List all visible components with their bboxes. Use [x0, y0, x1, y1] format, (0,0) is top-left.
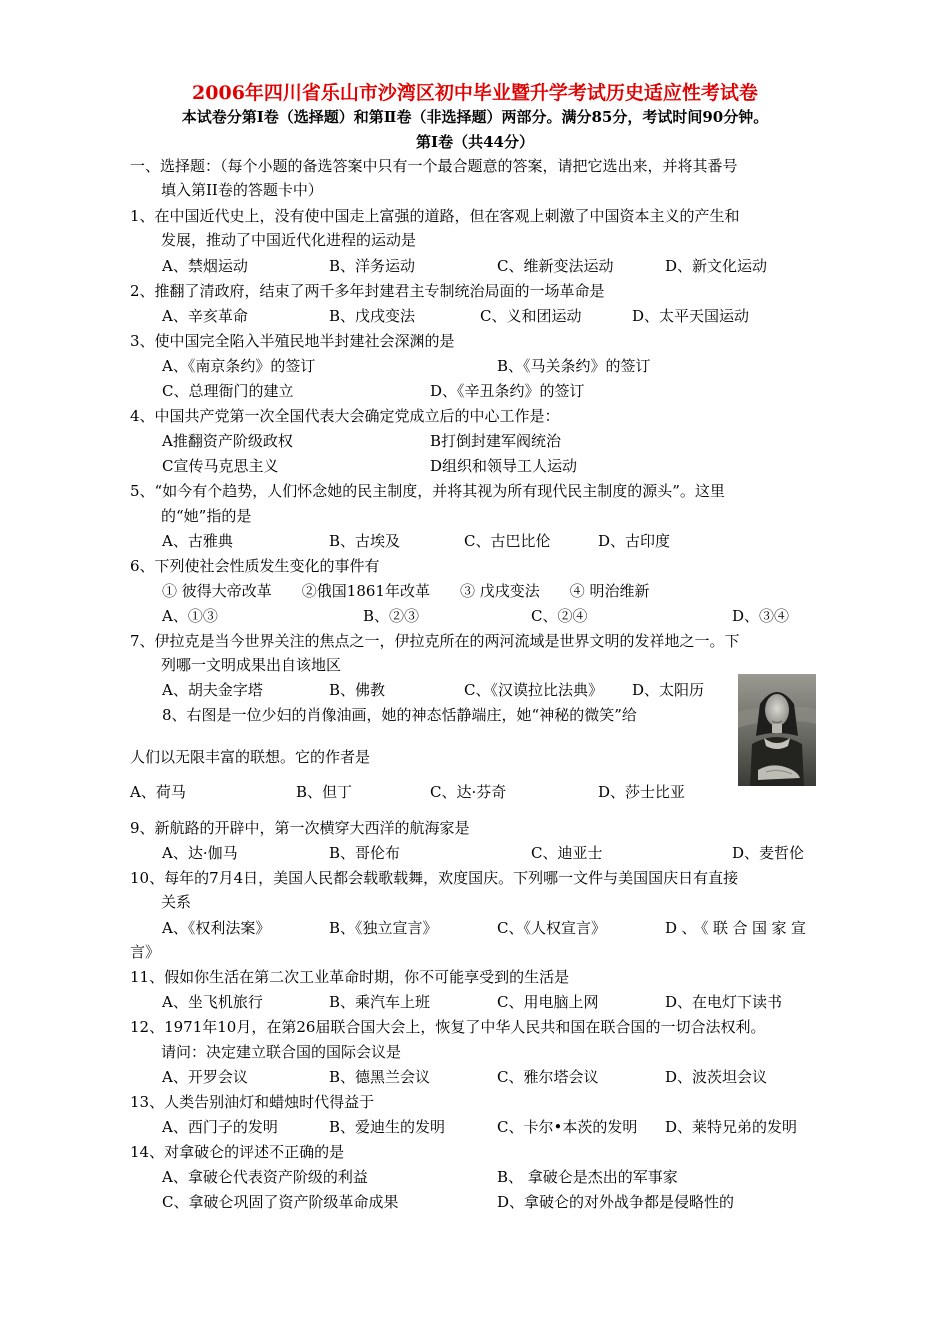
q8-option-a: A、荷马 — [130, 783, 186, 801]
q10-option-b: B、《独立宣言》 — [329, 919, 438, 937]
q4-option-b: B打倒封建军阀统治 — [430, 432, 562, 450]
q1-option-a: A、禁烟运动 — [162, 257, 248, 275]
q7-option-b: B、佛教 — [329, 681, 386, 699]
q6-option-d: D、③④ — [732, 607, 790, 625]
q7-stem-line-1: 7、伊拉克是当今世界关注的焦点之一，伊拉克所在的两河流域是世界文明的发祥地之一。下 — [130, 632, 740, 650]
q3-option-c: C、总理衙门的建立 — [162, 382, 294, 400]
q3-option-a: A、《南京条约》的签订 — [162, 357, 316, 375]
q8-option-b: B、但丁 — [296, 783, 353, 801]
q4-option-c: C宣传马克思主义 — [162, 457, 279, 475]
q6-stem: 6、下列使社会性质发生变化的事件有 — [130, 557, 380, 575]
q14-option-a: A、拿破仑代表资产阶级的利益 — [162, 1168, 368, 1186]
portrait-drawing — [738, 674, 816, 786]
q11-stem: 11、假如你生活在第二次工业革命时期，你不可能享受到的生活是 — [130, 968, 570, 986]
q6-option-a: A、①③ — [162, 607, 218, 625]
q1-stem-line-2: 发展，推动了中国近代化进程的运动是 — [161, 231, 417, 249]
q12-option-b: B、德黑兰会议 — [329, 1068, 431, 1086]
q9-option-a: A、达·伽马 — [162, 844, 238, 862]
exam-title: 2006年四川省乐山市沙湾区初中毕业暨升学考试历史适应性考试卷 — [192, 82, 758, 104]
q1-option-d: D、新文化运动 — [665, 257, 768, 275]
q13-option-a: A、西门子的发明 — [162, 1118, 278, 1136]
q6-option-b: B、②③ — [363, 607, 420, 625]
q8-stem-line-1: 8、右图是一位少妇的肖像油画，她的神态恬静端庄，她“神秘的微笑”给 — [162, 706, 637, 724]
q7-stem-line-2: 列哪一文明成果出自该地区 — [161, 656, 342, 674]
q8-option-c: C、达·芬奇 — [430, 783, 507, 801]
q2-option-d: D、太平天国运动 — [632, 307, 750, 325]
q9-option-d: D、麦哲伦 — [732, 844, 805, 862]
q13-option-d: D、莱特兄弟的发明 — [665, 1118, 798, 1136]
q5-option-b: B、古埃及 — [329, 532, 401, 550]
q10-stem-line-1: 10、每年的7月4日，美国人民都会载歌载舞，欢度国庆。下列哪一文件与美国国庆日有直接 — [130, 869, 739, 887]
q6-items: ① 彼得大帝改革 ②俄国1861年改革 ③ 戊戌变法 ④ 明治维新 — [162, 582, 650, 600]
q14-option-c: C、拿破仑巩固了资产阶级革命成果 — [162, 1193, 399, 1211]
q14-stem: 14、对拿破仑的评述不正确的是 — [130, 1143, 345, 1161]
q1-option-c: C、维新变法运动 — [497, 257, 614, 275]
q4-option-a: A推翻资产阶级政权 — [162, 432, 293, 450]
q13-stem: 13、人类告别油灯和蜡烛时代得益于 — [130, 1093, 375, 1111]
instructions-line-1: 一、选择题：（每个小题的备选答案中只有一个最合题意的答案，请把它选出来，并将其番号 — [130, 157, 738, 175]
section-heading: 第Ⅰ卷（共44分） — [416, 133, 534, 151]
q2-stem: 2、推翻了清政府，结束了两千多年封建君主专制统治局面的一场革命是 — [130, 282, 605, 300]
q9-option-b: B、哥伦布 — [329, 844, 401, 862]
q9-option-c: C、迪亚士 — [531, 844, 603, 862]
q12-stem-line-1: 12、1971年10月，在第26届联合国大会上，恢复了中华人民共和国在联合国的一切合法权利。 — [130, 1018, 766, 1036]
q10-stem-line-2: 关系 — [161, 893, 192, 911]
q1-stem-line-1: 1、在中国近代史上，没有使中国走上富强的道路，但在客观上刺激了中国资本主义的产生和 — [130, 207, 740, 225]
q10-option-c: C、《人权宣言》 — [497, 919, 606, 937]
q12-option-d: D、波茨坦会议 — [665, 1068, 768, 1086]
q4-stem: 4、中国共产党第一次全国代表大会确定党成立后的中心工作是： — [130, 407, 560, 425]
exam-subtitle: 本试卷分第Ⅰ卷（选择题）和第Ⅱ卷（非选择题）两部分。满分85分，考试时间90分钟。 — [181, 108, 769, 126]
q7-option-c: C、《汉谟拉比法典》 — [464, 681, 603, 699]
q14-option-d: D、拿破仑的对外战争都是侵略性的 — [497, 1193, 735, 1211]
q12-option-c: C、雅尔塔会议 — [497, 1068, 599, 1086]
q5-option-c: C、古巴比伦 — [464, 532, 551, 550]
q11-option-c: C、用电脑上网 — [497, 993, 599, 1011]
q14-option-b: B、 拿破仑是杰出的军事家 — [497, 1168, 678, 1186]
q5-stem-line-1: 5、“如今有个趋势，人们怀念她的民主制度，并将其视为所有现代民主制度的源头”。这里 — [130, 482, 725, 500]
q6-option-c: C、②④ — [531, 607, 588, 625]
q7-option-d: D、太阳历 — [632, 681, 705, 699]
q10-option-d-continued: 言》 — [130, 943, 161, 961]
q12-stem-line-2: 请问：决定建立联合国的国际会议是 — [161, 1043, 402, 1061]
q7-option-a: A、胡夫金字塔 — [162, 681, 263, 699]
q8-stem-line-2: 人们以无限丰富的联想。它的作者是 — [130, 748, 371, 766]
q12-option-a: A、开罗会议 — [162, 1068, 248, 1086]
q13-option-b: B、爱迪生的发明 — [329, 1118, 446, 1136]
q13-option-c: C、卡尔•本茨的发明 — [497, 1118, 638, 1136]
q4-option-d: D组织和领导工人运动 — [430, 457, 578, 475]
q2-option-b: B、戊戌变法 — [329, 307, 416, 325]
q11-option-a: A、坐飞机旅行 — [162, 993, 263, 1011]
q10-option-a: A、《权利法案》 — [162, 919, 271, 937]
q2-option-c: C、义和团运动 — [480, 307, 582, 325]
q11-option-b: B、乘汽车上班 — [329, 993, 431, 1011]
q9-stem: 9、新航路的开辟中，第一次横穿大西洋的航海家是 — [130, 819, 470, 837]
q3-option-b: B、《马关条约》的签订 — [497, 357, 651, 375]
q5-option-a: A、古雅典 — [162, 532, 233, 550]
q5-option-d: D、古印度 — [598, 532, 671, 550]
q1-option-b: B、洋务运动 — [329, 257, 416, 275]
q2-option-a: A、辛亥革命 — [162, 307, 248, 325]
q3-option-d: D、《辛丑条约》的签订 — [430, 382, 585, 400]
q11-option-d: D、在电灯下读书 — [665, 993, 783, 1011]
q3-stem: 3、使中国完全陷入半殖民地半封建社会深渊的是 — [130, 332, 455, 350]
q5-stem-line-2: 的“她”指的是 — [161, 507, 252, 525]
mona-lisa-portrait-image — [738, 674, 816, 786]
q8-option-d: D、莎士比亚 — [598, 783, 686, 801]
instructions-line-2: 填入第II卷的答题卡中） — [161, 181, 323, 199]
q10-option-d: D、《联合国家宣 — [665, 919, 811, 937]
